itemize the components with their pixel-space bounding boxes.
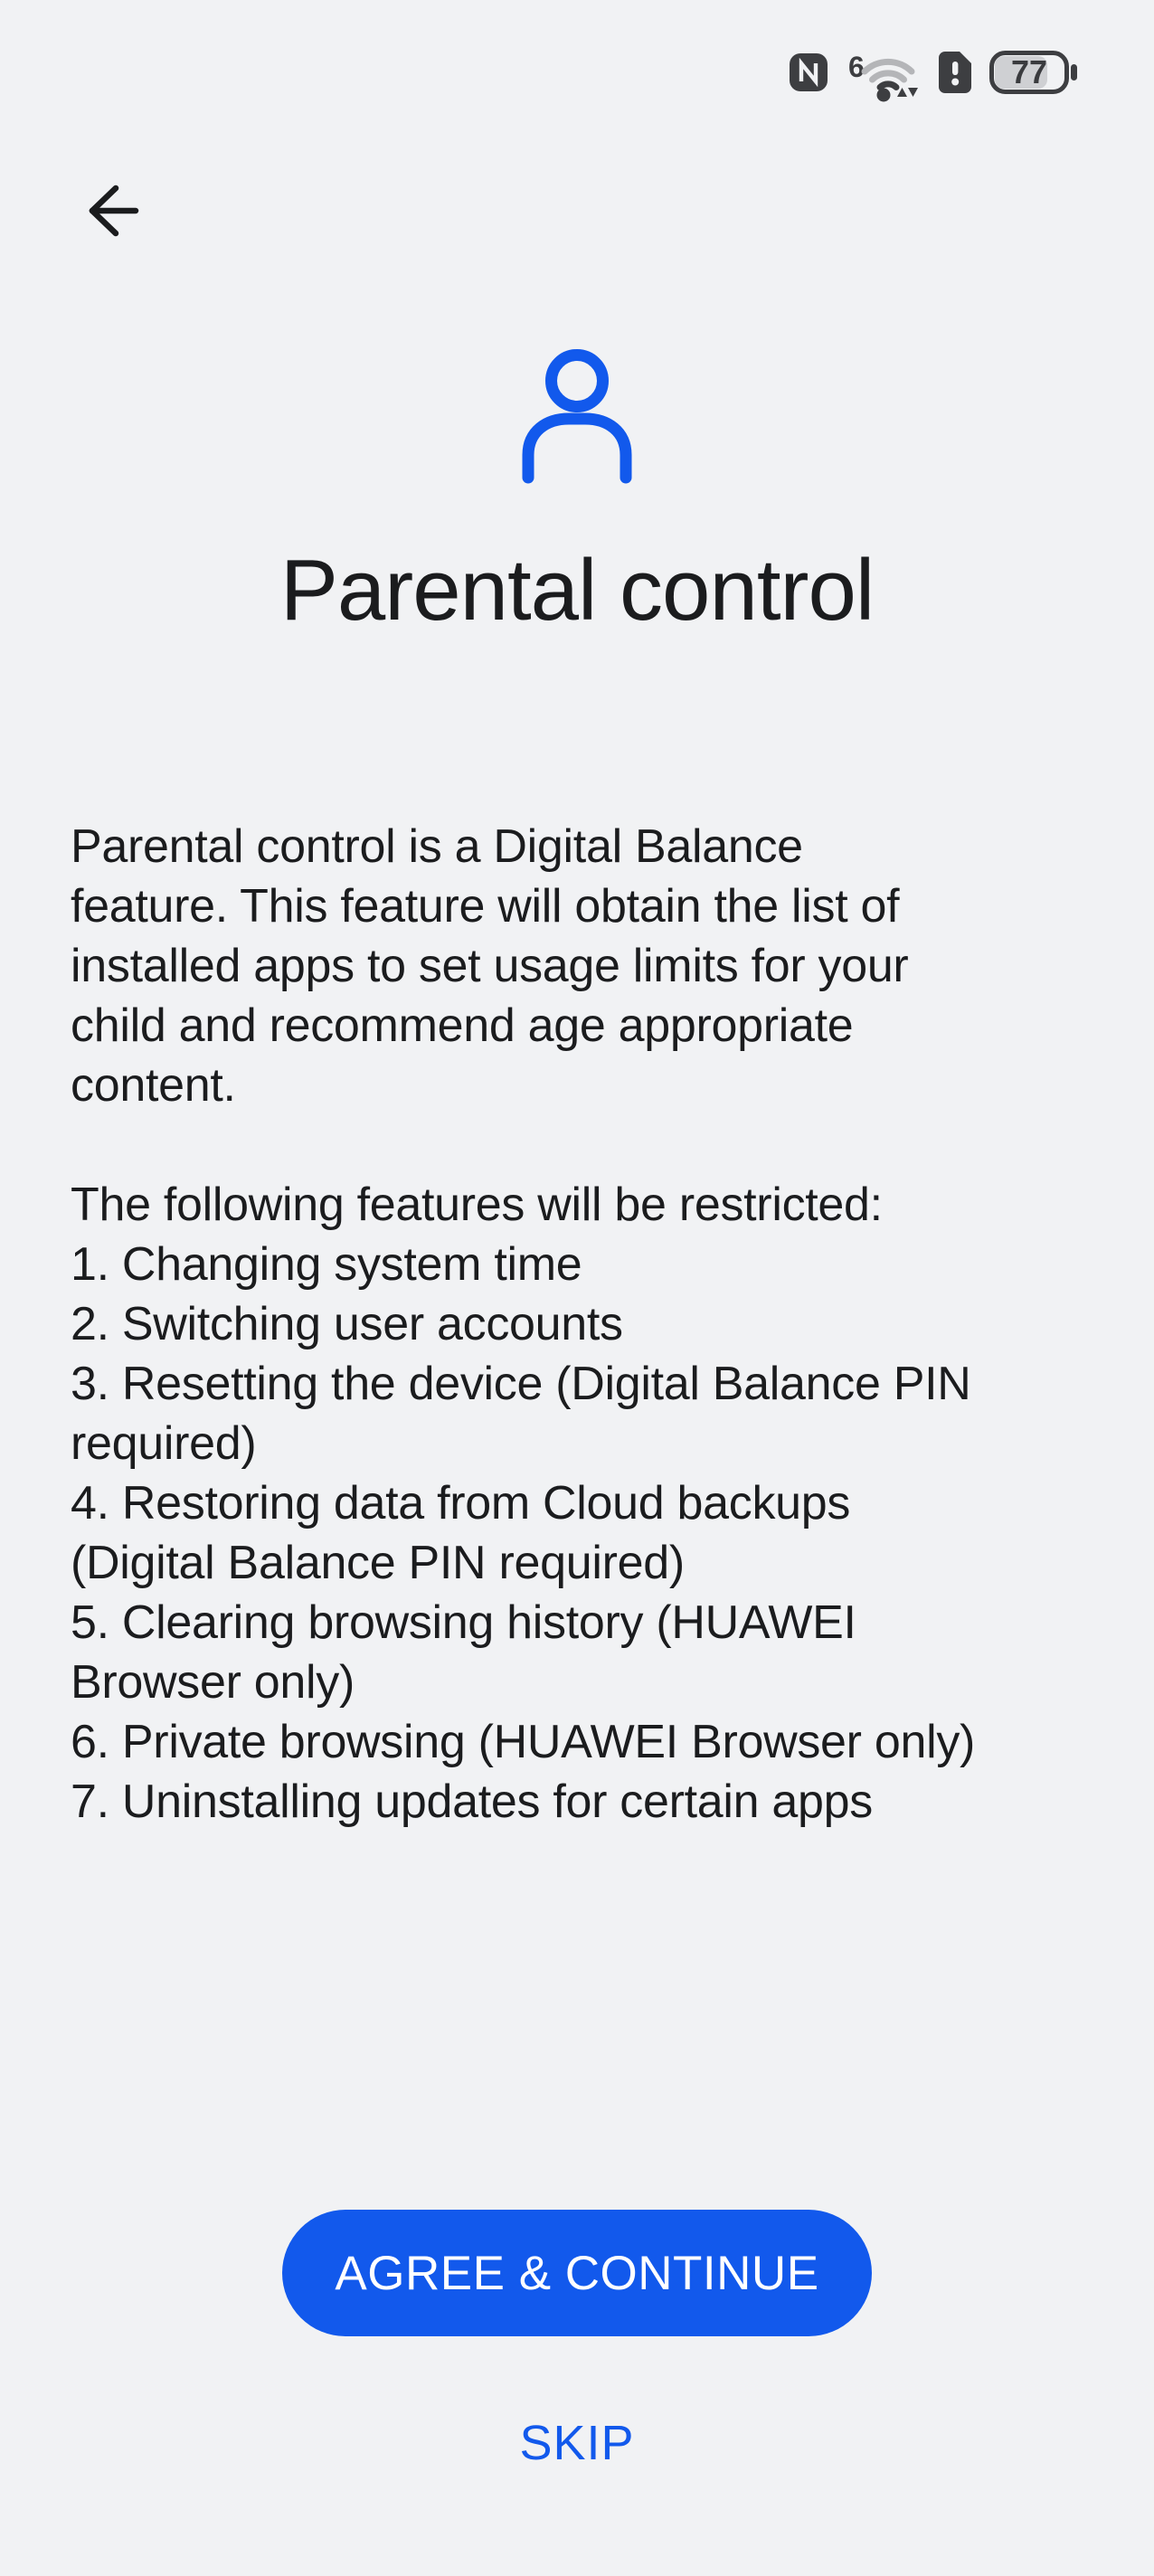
description-text — [71, 817, 1118, 1832]
person-icon — [0, 347, 1154, 485]
nfc-icon — [789, 52, 828, 92]
restrictions-list — [71, 1175, 1118, 1832]
back-arrow-icon — [78, 234, 147, 248]
text-line: 2. Switching user accounts — [71, 1298, 623, 1350]
text-line: (Digital Balance PIN required) — [71, 1537, 685, 1589]
intro-paragraph — [71, 817, 1118, 1115]
page-title: Parental control — [279, 542, 875, 639]
agree-continue-button[interactable]: AGREE & CONTINUE — [282, 2210, 872, 2336]
text-line: feature. This feature will obtain the list of — [71, 880, 900, 933]
status-icons — [789, 49, 1078, 96]
text-line: Parental control is a Digital Balance — [71, 820, 803, 873]
battery-icon — [989, 51, 1078, 94]
hero-section — [0, 347, 1154, 640]
text-line: required) — [71, 1417, 257, 1470]
text-line: 6. Private browsing (HUAWEI Browser only) — [71, 1716, 976, 1768]
text-line: Browser only) — [71, 1656, 355, 1709]
back-button[interactable] — [76, 175, 148, 248]
text-line: The following features will be restricted: — [71, 1179, 883, 1231]
text-line: 3. Resetting the device (Digital Balance PIN — [71, 1358, 971, 1410]
text-line: 1. Changing system time — [71, 1238, 582, 1291]
status-bar — [0, 0, 1154, 107]
skip-button[interactable]: SKIP — [497, 2408, 656, 2478]
text-line: 5. Clearing browsing history (HUAWEI — [71, 1596, 856, 1649]
text-line: 4. Restoring data from Cloud backups — [71, 1477, 851, 1530]
text-line: 7. Uninstalling updates for certain apps — [71, 1776, 873, 1828]
paragraph-spacer — [71, 1115, 1118, 1175]
text-line: child and recommend age appropriate — [71, 999, 854, 1052]
svg-text:6: 6 — [848, 51, 865, 83]
text-line: content. — [71, 1059, 236, 1112]
wifi-signal-icon — [847, 43, 921, 102]
text-line: installed apps to set usage limits for your — [71, 940, 909, 992]
sim-alert-icon — [939, 52, 971, 93]
svg-text:77: 77 — [1010, 53, 1048, 90]
